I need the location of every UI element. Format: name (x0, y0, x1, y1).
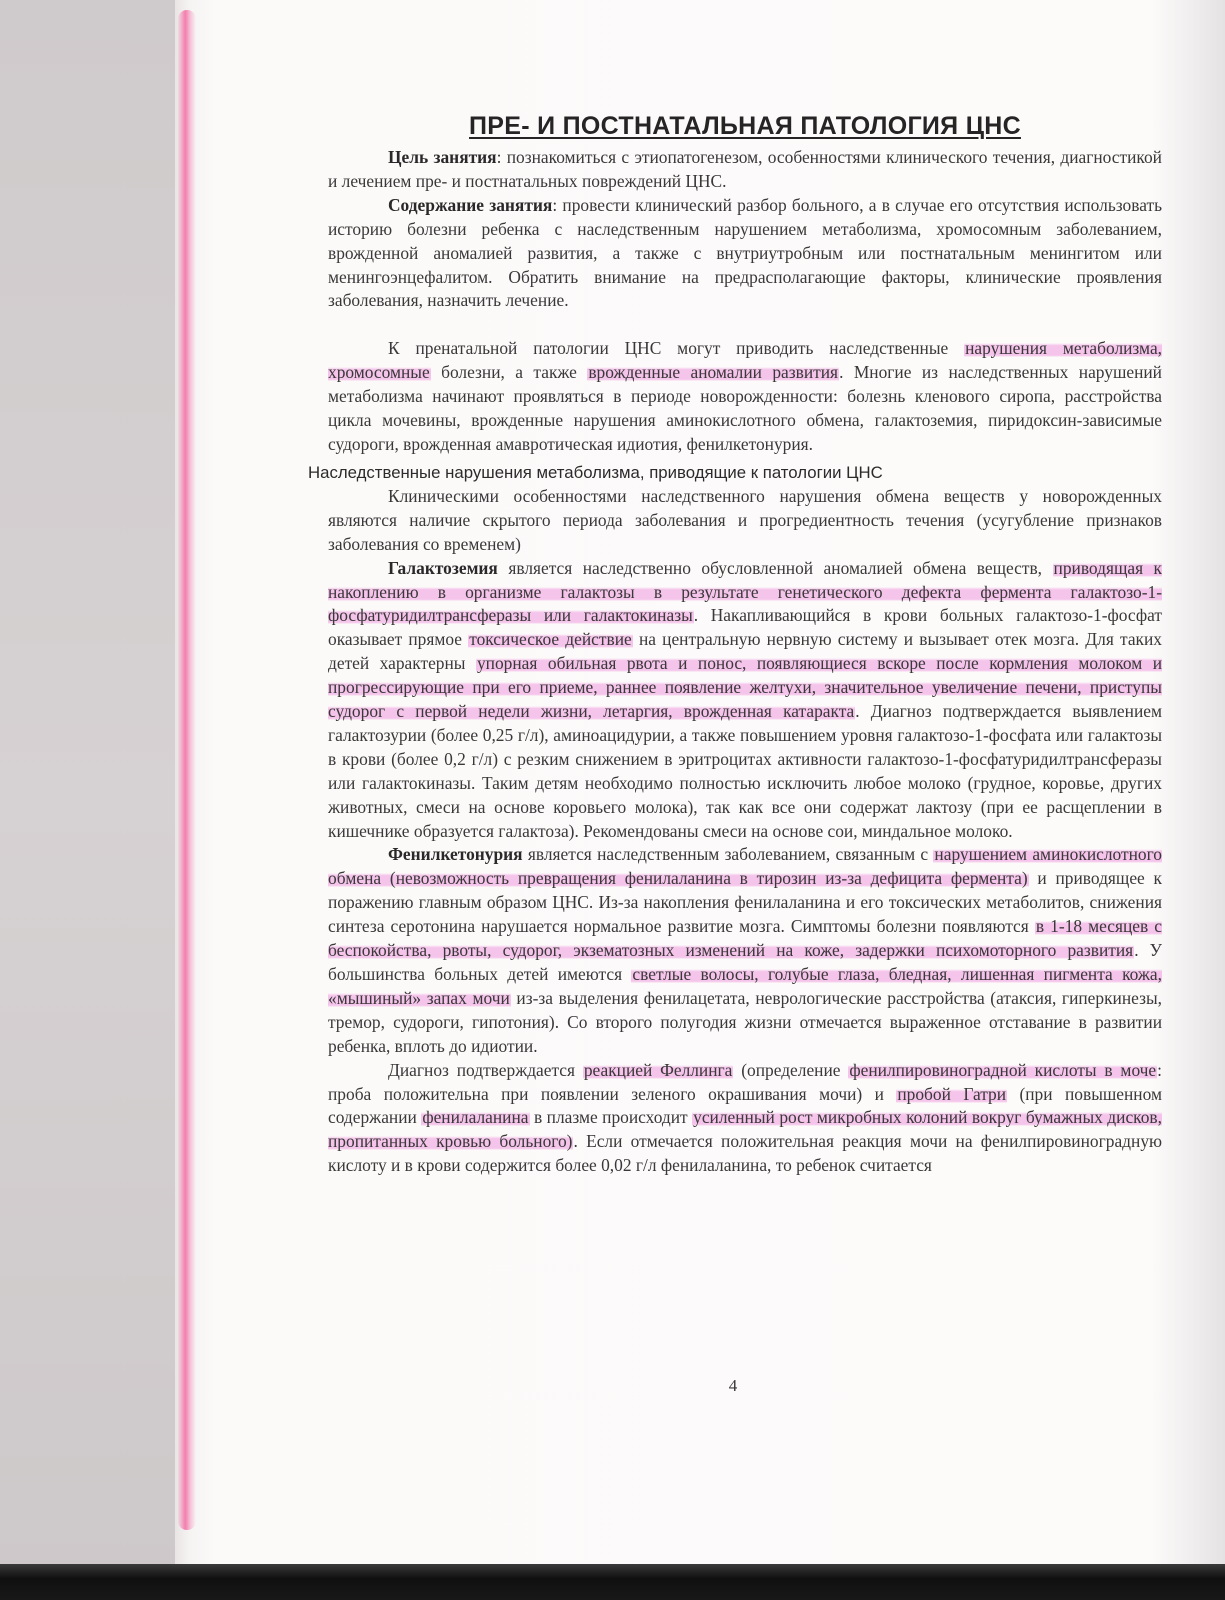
text-run: . Многие из наследственных нарушений метаболизма начинают проявляться в периоде новорожденности: болезнь кленового сиропа, расстройства цикла мочевины, врожденные нарушения аминокислотного обмена, галактоземия, пиридоксин-зависимые судороги, врожденная амавротическая идиотия, фенилкетонурия. (328, 362, 1162, 454)
highlighted-text: в 1-18 месяцев с беспокойства, рвоты, судорог, экзематозных изменений на коже, задержки психомоторного развития (328, 916, 1163, 961)
goal-label: Цель занятия (388, 147, 497, 167)
clinical-features-paragraph: Клиническими особенностями наследственного нарушения обмена веществ у новорожденных являются наличие скрытого периода заболевания и прогредиентность течения (усугубление признаков заболевания со временем) (328, 485, 1162, 554)
paragraph-gap (328, 313, 1162, 337)
highlighted-text: приводящая к накоплению в организме галактозы в результате генетического дефекта фермента галактозо-1-фосфатуридилтрансферазы или галактокиназы (328, 557, 1162, 626)
goal-text: : познакомиться с этиопатогенезом, особенностями клинического течения, диагностикой и лечением пре- и постнатальных повреждений ЦНС. (328, 147, 1162, 191)
content-paragraph (328, 194, 1162, 314)
text-run: Диагноз подтверждается (388, 1059, 583, 1080)
scan-margin (0, 0, 175, 1600)
diagnosis-paragraph (328, 1059, 1162, 1179)
content-label: Содержание занятия (388, 194, 553, 215)
highlighted-text: усиленный рост микробных колоний вокруг бумажных дисков, пропитанных кровью больного) (328, 1107, 1162, 1152)
content-text: : провести клинический разбор больного, а в случае его отсутствия использовать историю болезни ребенка с наследственным нарушением метаболизма, хромосомным заболеванием, врожденной аномалией развития, а также с внутриутробным или постнатальным менингитом или менингоэнцефалитом. Обратить внимание на предрасполагающие факторы, клинические проявления заболевания, назначить лечение. (328, 194, 1162, 311)
galactosemia-term: Галактоземия (388, 557, 498, 578)
highlighted-text: фенилаланина (422, 1107, 529, 1128)
text-run: является наследственным заболеванием, связанным с (522, 844, 934, 865)
highlighted-text: реакцией Феллинга (583, 1059, 733, 1080)
highlighted-text: нарушения метаболизма, хромосомные (328, 338, 1163, 383)
galactosemia-paragraph (328, 557, 1162, 844)
text-run: из-за выделения фенилацетата, неврологические расстройства (атаксия, гиперкинезы, тремор, судороги, гипотония). Со второго полугодия жизни отмечается выраженное отставание в развитии ребенка, вплоть до идиотии. (328, 987, 1162, 1056)
text-run: (определение (733, 1059, 849, 1080)
text-run: . У большинства больных детей имеются (328, 940, 1162, 984)
text-run: болезни, а также (430, 362, 588, 383)
text-run: К пренатальной патологии ЦНС могут приводить наследственные (388, 338, 965, 359)
text-run: . Накапливающийся в крови больных галактозо-1-фосфат оказывает прямое (328, 605, 1162, 650)
goal-paragraph (328, 146, 1162, 194)
highlighted-text: врожденные аномалии развития (588, 362, 839, 383)
text-run: : проба положительна при появлении зеленого окрашивания мочи) и (328, 1059, 1162, 1104)
highlighted-text: нарушением аминокислотного обмена (невозможность превращения фенилаланина в тирозин из-за дефицита фермента) (328, 844, 1162, 889)
scan-bottom-edge (0, 1564, 1225, 1600)
pink-margin-edge (178, 10, 196, 1530)
highlighted-text: упорная обильная рвота и понос, появляющиеся вскоре после кормления молоком и прогрессирующие при его приеме, раннее появление желтухи, значительное увеличение печени, приступы судорог с первой недели жизни, летаргия, врожденная катаракта (328, 653, 1162, 722)
page-number: 4 (728, 1376, 738, 1395)
page-title: ПРЕ- И ПОСТНАТАЛЬНАЯ ПАТОЛОГИЯ ЦНС (469, 112, 1021, 140)
pku-term: Фенилкетонурия (388, 844, 523, 865)
pku-paragraph (328, 843, 1162, 1058)
text-run: . Если отмечается положительная реакция мочи на фенилпировиноградную кислоту и в крови содержится более 0,02 г/л фенилаланина, то ребенок считается (328, 1131, 1163, 1176)
section-subheading: Наследственные нарушения метаболизма, приводящие к патологии ЦНС (308, 462, 883, 482)
text-run: (при повышенном содержании (328, 1083, 1162, 1128)
text-run: на центральную нервную систему и вызывает отек мозга. Для таких детей характерны (328, 629, 1162, 674)
highlighted-text: светлые волосы, голубые глаза, бледная, лишенная пигмента кожа, «мышиный» запах мочи (328, 964, 1162, 1008)
text-run: . Диагноз подтверждается выявлением галактозурии (более 0,25 г/л), аминоацидурии, а также повышением уровня галактозо-1-фосфата или галактозы в крови (более 0,2 г/л) с резким снижением в эритроцитах активности галактозо-1-фосфатуридилтрансферазы или галактокиназы. Таким детям необходимо полностью исключить любое молоко (грудное, коровье, других животных, смеси на основе коровьего молока), так как все они содержат лактозу (при ее расщеплении в кишечнике образуется галактоза). Рекомендованы смеси на основе сои, миндальное молоко. (328, 701, 1162, 841)
prenatal-paragraph (328, 337, 1162, 457)
document-body (308, 108, 1163, 1178)
highlighted-text: пробой Гатри (897, 1083, 1007, 1104)
text-run: и приводящее к поражению главным образом ЦНС. Из-за накопления фенилаланина и его токсических метаболитов, снижения синтеза серотонина нарушается нормальное развитие мозга. Симптомы болезни появляются (328, 868, 1162, 937)
highlighted-text: токсическое действие (469, 629, 632, 650)
text-run: является наследственно обусловленной аномалией обмена веществ, (497, 557, 1053, 578)
highlighted-text: фенилпировиноградной кислоты в моче (849, 1059, 1157, 1080)
text-run: в плазме происходит (529, 1107, 693, 1128)
